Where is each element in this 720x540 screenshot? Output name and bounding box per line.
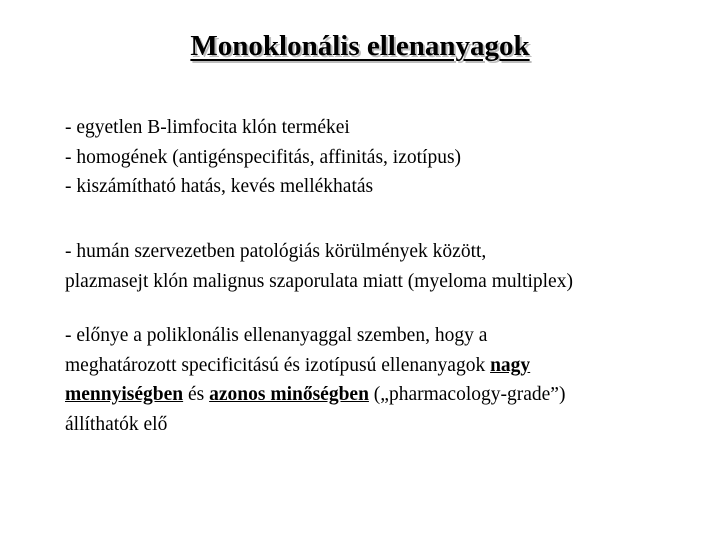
- feature-line-predictable: - kiszámítható hatás, kevés mellékhatás: [65, 176, 374, 197]
- emphasis-nagy: nagy: [490, 354, 531, 376]
- feature-line-homogeneous: - homogének (antigénspecifitás, affinitás, izotípus): [65, 146, 462, 168]
- advantage-paragraph: [65, 321, 715, 439]
- advantage-line-3-mid: és: [183, 384, 210, 405]
- emphasis-mennyisegben: mennyiségben: [65, 384, 184, 405]
- advantage-line-3-end: („pharmacology-grade”): [368, 384, 566, 405]
- advantage-line-1: - előnye a poliklonális ellenanyaggal szemben, hogy a: [65, 325, 488, 346]
- myeloma-line-2: plazmasejt klón malignus szaporulata miatt (myeloma multiplex): [65, 270, 573, 292]
- advantage-line-4: állíthatók elő: [65, 413, 168, 435]
- slide-title: Monoklonális ellenanyagok: [190, 30, 530, 62]
- myeloma-line-1: - humán szervezetben patológiás körülmények között,: [65, 241, 487, 262]
- advantage-line-2-text: meghatározott specificitású és izotípusú ellenanyagok: [65, 354, 491, 376]
- advantage-line-2: [65, 351, 715, 381]
- emphasis-azonos-minosegben: azonos minőségben: [209, 384, 369, 405]
- myeloma-paragraph: [65, 237, 715, 296]
- feature-list: [65, 113, 715, 202]
- advantage-line-3: [65, 380, 715, 410]
- feature-line-clone: - egyetlen B-limfocita klón termékei: [65, 117, 350, 138]
